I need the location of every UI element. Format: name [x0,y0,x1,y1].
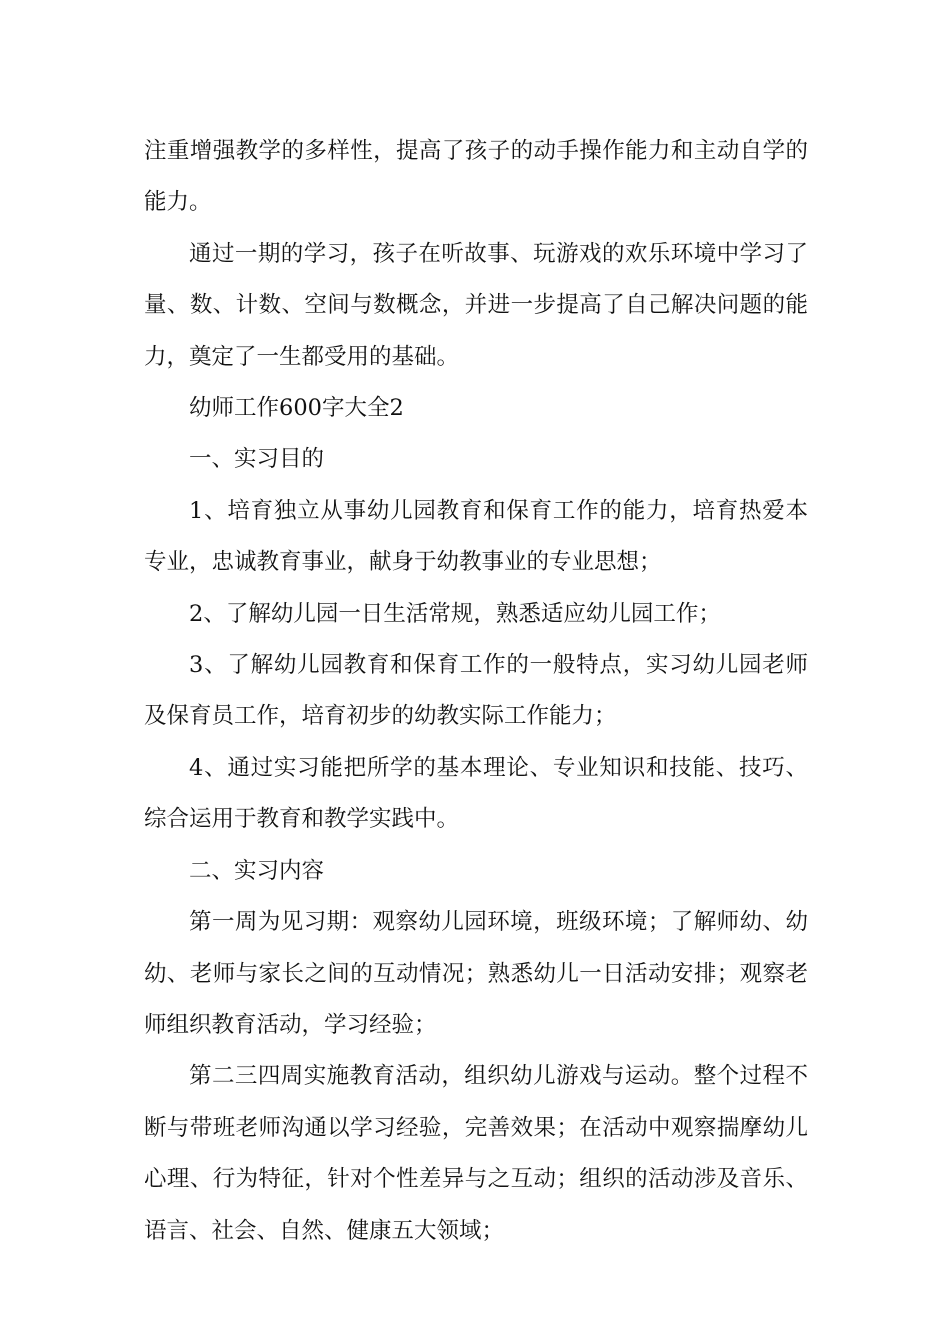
purpose-item-2: 2、了解幼儿园一日生活常规，熟悉适应幼儿园工作； [189,600,721,627]
heading-content: 二、实习内容 [189,857,325,884]
purpose-item-1: 1、培育独立从事幼儿园教育和保育工作的能力，培育热爱本专业，忠诚教育事业，献身于幼教事业的专业思想； [144,497,808,576]
purpose-item-3: 3、了解幼儿园教育和保育工作的一般特点，实习幼儿园老师及保育员工作，培育初步的幼教实际工作能力； [144,652,808,730]
content-weeks-2-4: 第二三四周实施教育活动，组织幼儿游戏与运动。整个过程不断与带班老师沟通以学习经验，完善效果；在活动中观察揣摩幼儿心理、行为特征，针对个性差异与之互动；组织的活动涉及音乐、语言、社会、自然、健康五大领域； [144,1063,808,1244]
purpose-item-4: 4、通过实习能把所学的基本理论、专业知识和技能、技巧、综合运用于教育和教学实践中。 [144,754,808,833]
paragraph-1: 注重增强教学的多样性，提高了孩子的动手操作能力和主动自学的能力。 [144,138,808,216]
heading-purpose: 一、实习目的 [189,446,325,473]
section-title: 幼师工作600字大全2 [189,395,404,422]
content-week-1: 第一周为见习期：观察幼儿园环境，班级环境；了解师幼、幼幼、老师与家长之间的互动情况；熟悉幼儿一日活动安排；观察老师组织教育活动，学习经验； [144,909,808,1038]
document-body [144,126,808,1257]
paragraph-2: 通过一期的学习，孩子在听故事、玩游戏的欢乐环境中学习了量、数、计数、空间与数概念，并进一步提高了自己解决问题的能力，奠定了一生都受用的基础。 [144,240,808,370]
